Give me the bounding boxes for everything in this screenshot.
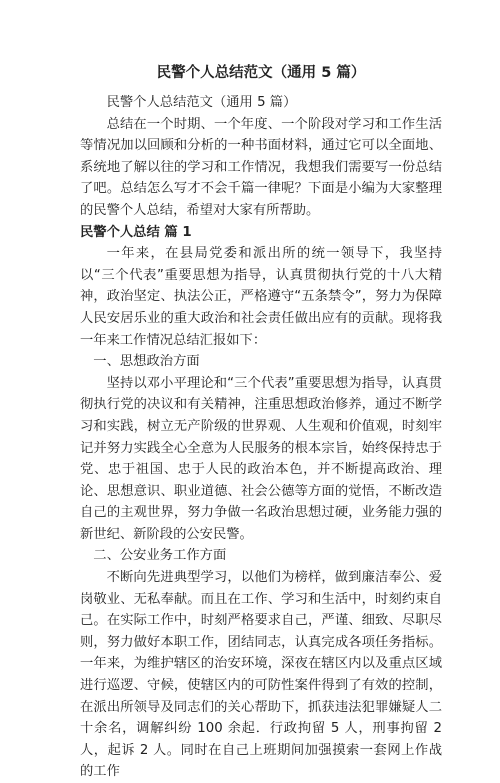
- heading-police-work: 二、公安业务工作方面: [93, 548, 227, 564]
- paragraph-1: 一年来，在县局党委和派出所的统一领导下，我坚持以“三个代表”重要思想为指导，认真贯彻执行党的十八大精神，政治坚定、执法公正，严格遵守“五条禁令”，努力为保障人民安居乐业的重大政治和社会责任做出应有的贡献。现将我一年来工作情况总结汇报如下：: [80, 246, 442, 348]
- paragraph-2: 坚持以邓小平理论和“三个代表”重要思想为指导，认真贯彻执行党的决议和有关精神，注重思想政治修养，通过不断学习和实践，树立无产阶级的世界观、人生观和价值观，时刻牢记并努力实践全心全意为人民服务的根本宗旨，始终保持忠于党、忠于祖国、忠于人民的政治本色，并不断提高政治、理论、思想意识、职业道德、社会公德等方面的觉悟，不断改造自己的主观世界，努力争做一名政治思想过硬，业务能力强的新世纪、新阶段的公安民警。: [80, 375, 442, 542]
- intro-paragraph: 总结在一个时期、一个年度、一个阶段对学习和工作生活等情况加以回顾和分析的一种书面材料，通过它可以全面地、系统地了解以往的学习和工作情况，我想我们需要写一份总结了吧。总结怎么写才不会千篇一律呢？下面是小编为大家整理的民警个人总结，希望对大家有所帮助。: [80, 116, 442, 218]
- paragraph-3: 不断向先进典型学习，以他们为榜样，做到廉洁奉公、爱岗敬业、无私奉献。而且在工作、学习和生活中，时刻约束自己。在实际工作中，时刻严格要求自己，严谨、细致、尽职尽则，努力做好本职工作，团结同志，认真完成各项任务指标。一年来，为维护辖区的治安环境，深夜在辖区内以及重点区域进行巡逻、守候，使辖区内的可防性案件得到了有效的控制，在派出所领导及同志们的关心帮助下，抓获违法犯罪嫌疑人二十余名，调解纠纷 100 余起．行政拘留 5 人，刑事拘留 2 人，起诉 2 人。同时在自己上班期间加强摸索一套网上作战的工作: [80, 570, 442, 780]
- document-subtitle: 民警个人总结范文（通用 5 篇）: [106, 95, 297, 110]
- heading-political: 一、思想政治方面: [93, 354, 200, 370]
- document-title: 民警个人总结范文（通用 5 篇）: [156, 65, 366, 81]
- section-title: 民警个人总结 篇 1: [80, 224, 192, 240]
